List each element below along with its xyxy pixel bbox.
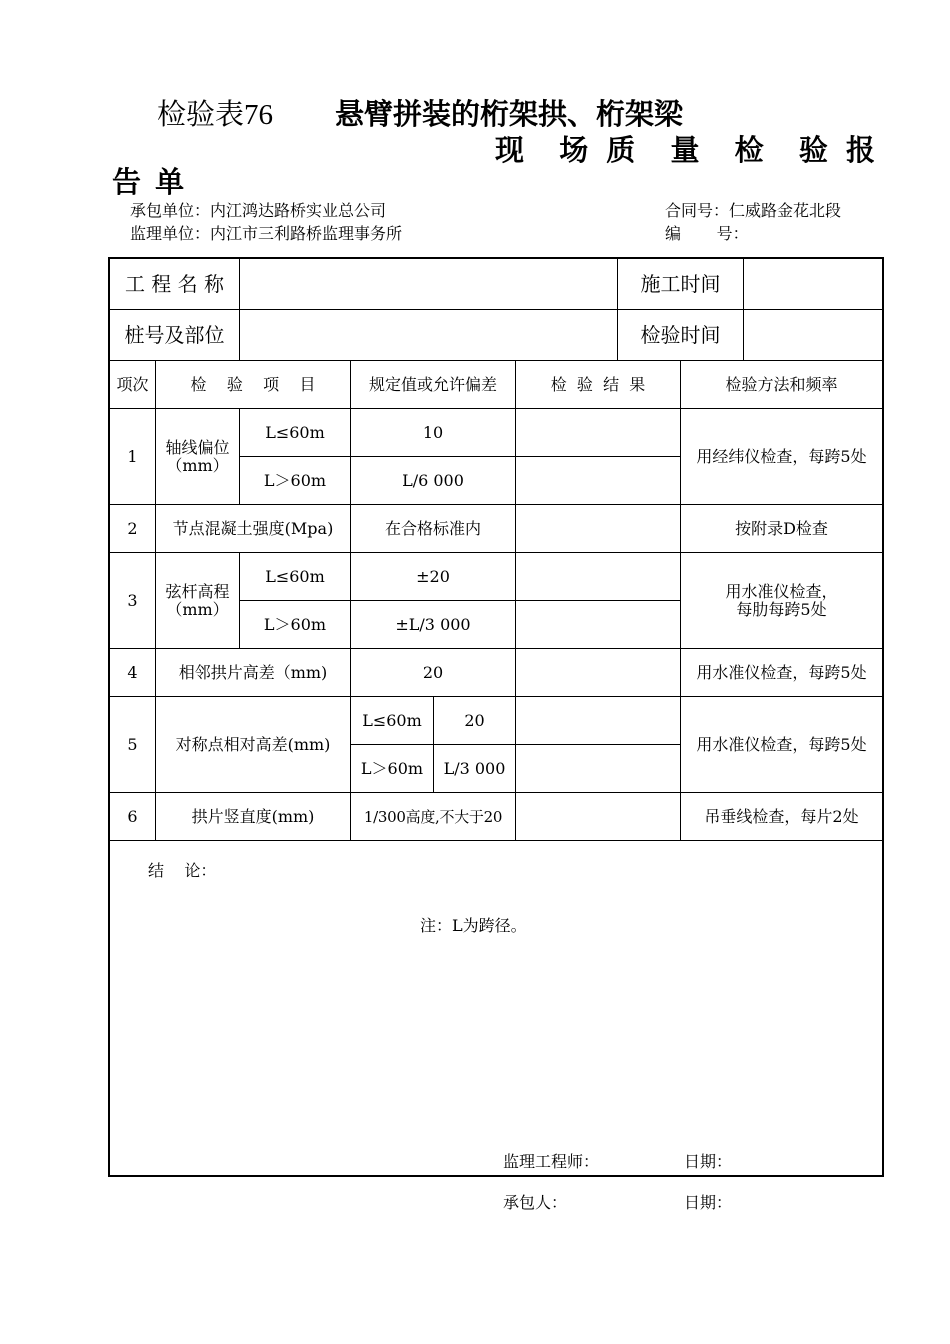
row-6-method: 吊垂线检查，每片2处: [681, 793, 882, 841]
row-3a-result[interactable]: [516, 553, 681, 601]
row-1-method: 用经纬仪检查，每跨5处: [681, 409, 882, 505]
row-5b-result[interactable]: [516, 745, 681, 793]
conclusion-label: 结 论：: [148, 861, 217, 880]
row-4-result[interactable]: [516, 649, 681, 697]
row-3b-result[interactable]: [516, 601, 681, 649]
form-title-line2: 现 场 质 量 检 验 报: [495, 133, 876, 167]
supervisor-unit: 监理单位：内江市三利路桥监理事务所: [130, 224, 403, 243]
row-3b-cond: L＞60m: [240, 601, 351, 649]
project-name-label: 工 程 名 称: [110, 259, 240, 310]
row-2-spec: 在合格标准内: [351, 505, 516, 553]
row-4-method: 用水准仪检查，每跨5处: [681, 649, 882, 697]
project-name-value[interactable]: [240, 259, 618, 310]
col-header-method: 检验方法和频率: [681, 361, 882, 409]
row-3a-spec: ±20: [351, 553, 516, 601]
col-header-item: 检 验 项 目: [156, 361, 351, 409]
row-3-item: [156, 553, 240, 649]
row-1-no: 1: [110, 409, 156, 505]
row-5b-cond: L＞60m: [351, 745, 434, 793]
form-code: 检验表76: [157, 99, 274, 131]
row-2-item: 节点混凝土强度(Mpa): [156, 505, 351, 553]
row-4-spec: 20: [351, 649, 516, 697]
row-6-item: 拱片竖直度(mm): [156, 793, 351, 841]
row-3b-spec: ±L/3 000: [351, 601, 516, 649]
station-label: 桩号及部位: [110, 310, 240, 361]
contractor-date-label: 日期：: [684, 1193, 733, 1212]
row-1-item-line1: 轴线偏位: [165, 437, 230, 457]
row-3-method-line1: 用水准仪检查，: [725, 581, 838, 601]
note-text: 注：L为跨径。: [420, 916, 527, 935]
inspection-time-label: 检验时间: [618, 310, 744, 361]
row-2-no: 2: [110, 505, 156, 553]
row-1a-spec: 10: [351, 409, 516, 457]
supervising-engineer-label: 监理工程师：: [503, 1152, 600, 1171]
row-1-item-line2: （mm）: [166, 455, 229, 475]
col-header-result: 检 验 结 果: [516, 361, 681, 409]
row-1b-spec: L/6 000: [351, 457, 516, 505]
row-6-no: 6: [110, 793, 156, 841]
row-3a-cond: L≤60m: [240, 553, 351, 601]
col-header-spec: 规定值或允许偏差: [351, 361, 516, 409]
row-1a-result[interactable]: [516, 409, 681, 457]
serial-number: 编 号：: [665, 224, 749, 243]
row-1b-cond: L＞60m: [240, 457, 351, 505]
construction-time-label: 施工时间: [618, 259, 744, 310]
contract-number: 合同号：仁威路金花北段: [665, 201, 842, 220]
row-3-method: [681, 553, 882, 649]
row-4-no: 4: [110, 649, 156, 697]
row-3-item-line1: 弦杆高程: [165, 581, 230, 601]
row-2-method: 按附录D检查: [681, 505, 882, 553]
row-5a-cond: L≤60m: [351, 697, 434, 745]
form-title-line1: 悬臂拼装的桁架拱、桁架梁: [335, 97, 684, 131]
row-6-result[interactable]: [516, 793, 681, 841]
conclusion-area[interactable]: [110, 841, 882, 1175]
row-1-item: [156, 409, 240, 505]
inspection-time-value[interactable]: [744, 310, 882, 361]
inspection-table: [108, 257, 884, 1177]
contractor-signature-label: 承包人：: [503, 1193, 568, 1212]
contractor-unit: 承包单位：内江鸿达路桥实业总公司: [130, 201, 387, 220]
row-6-spec: 1/300高度,不大于20: [351, 793, 516, 841]
row-5a-spec: 20: [434, 697, 516, 745]
row-5a-result[interactable]: [516, 697, 681, 745]
row-2-result[interactable]: [516, 505, 681, 553]
row-3-item-line2: （mm）: [166, 599, 229, 619]
row-3-method-line2: 每肋每跨5处: [736, 599, 827, 619]
col-header-no: 项次: [110, 361, 156, 409]
row-5-method: 用水准仪检查，每跨5处: [681, 697, 882, 793]
row-1b-result[interactable]: [516, 457, 681, 505]
engineer-date-label: 日期：: [684, 1152, 733, 1171]
row-5-no: 5: [110, 697, 156, 793]
station-value[interactable]: [240, 310, 618, 361]
row-4-item: 相邻拱片高差（mm): [156, 649, 351, 697]
form-title-line3: 告 单: [112, 165, 185, 199]
row-5b-spec: L/3 000: [434, 745, 516, 793]
row-5-item: 对称点相对高差(mm): [156, 697, 351, 793]
row-1a-cond: L≤60m: [240, 409, 351, 457]
row-3-no: 3: [110, 553, 156, 649]
construction-time-value[interactable]: [744, 259, 882, 310]
